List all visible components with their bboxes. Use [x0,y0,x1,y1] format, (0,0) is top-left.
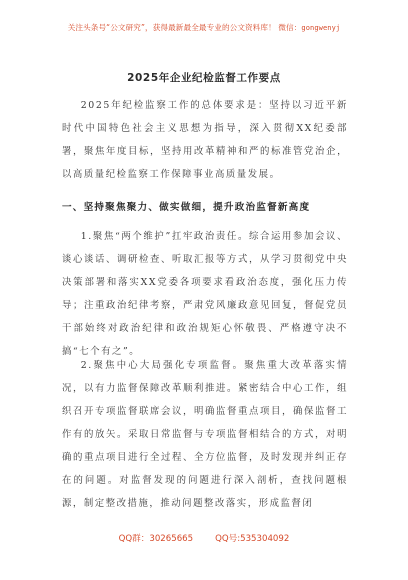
item-2-block [62,354,348,515]
item-1-block [62,225,348,363]
intro-paragraph-block [62,94,348,186]
wechat-id: gongwenyj [301,24,341,32]
promo-banner-text: 关注头条号“公文研究”，获得最新最全最专业的公文资料库！ 微信： [67,23,302,32]
intro-paragraph: 2025年纪检监察工作的总体要求是：坚持以习近平新时代中国特色社会主义思想为指导，深入贯彻XX纪委部署，聚焦年度目标，坚持用改革精神和严的标准管党治企，以高质量纪检监察工作保障事业高质量发展。 [62,100,348,180]
contact-footer [0,532,408,544]
qq-number: QQ号:535304092 [215,534,290,544]
item-2-paragraph: 2.聚焦中心大局强化专项监督。聚焦重大改革落实情况，以有力监督保障改革顺利推进。紧密结合中心工作，组织召开专项监督联席会议，明确监督重点项目，确保监督工作有的放矢。采取日常监督与专项监督相结合的方式，对明确的重点项目进行全过程、全方位监督，及时发现并纠正存在的问题。对监督发现的问题进行深入剖析，查找问题根源，制定整改措施，推动问题整改落实，形成监督闭 [62,360,348,509]
document-title: 2025年企业纪检监督工作要点 [127,72,281,84]
item-1-paragraph: 1.聚焦“两个维护”扛牢政治责任。综合运用参加会议、谈心谈话、调研检查、听取汇报等方式，从学习贯彻党中央决策部署和落实XX党委各项要求看政治态度，强化压力传导；注重政治纪律考察，严肃党风廉政意见回复，督促党员干部始终对政治纪律和政治规矩心怀敬畏、严格遵守决不搞“七个有之”。 [62,231,348,357]
section-heading: 一、坚持聚焦聚力、做实做细，提升政治监督新高度 [62,202,311,213]
promo-banner [0,22,408,33]
qq-group: QQ群：30265665 [118,534,194,544]
